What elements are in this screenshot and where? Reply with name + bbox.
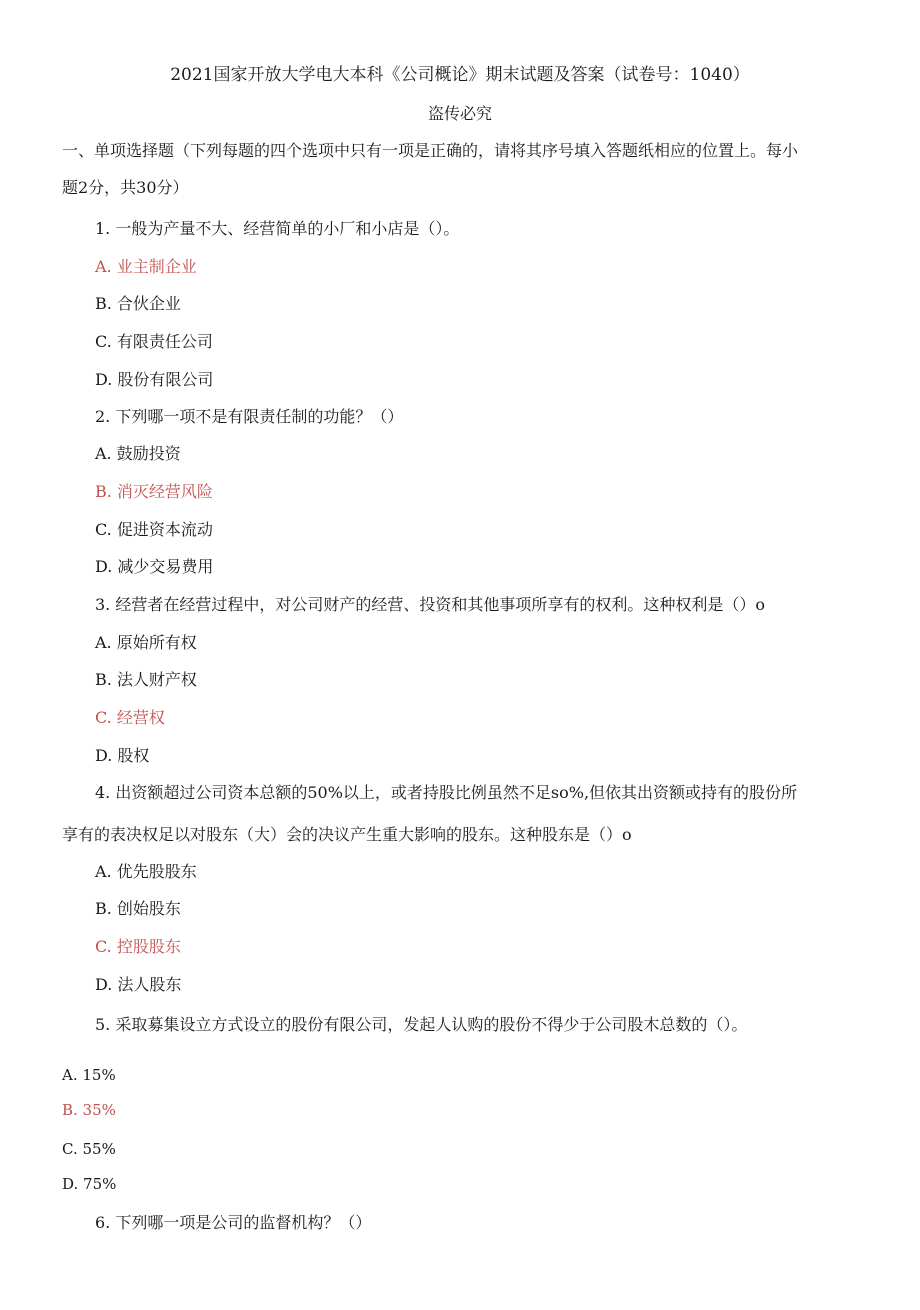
question-4-option-b: B. 创始股东 [95,899,181,918]
question-2-option-a: A. 鼓励投资 [95,444,181,463]
page-title: 2021国家开放大学电大本科《公司概论》期末试题及答案（试卷号：1040） [170,65,750,85]
question-5-option-b: B. 35% [62,1101,116,1119]
question-1-option-c: C. 有限责任公司 [95,332,213,351]
question-4-option-a: A. 优先股股东 [95,862,197,881]
question-4-option-d: D. 法人股东 [95,975,182,994]
question-4-stem-cont: 享有的表决权足以对股东（大）会的决议产生重大影响的股东。这种股东是（）o [62,825,632,844]
question-2-option-b: B. 消灭经营风险 [95,482,213,501]
question-6-stem: 6. 下列哪一项是公司的监督机构？（） [95,1213,372,1232]
question-5-stem: 5. 采取募集设立方式设立的股份有限公司，发起人认购的股份不得少于公司股木总数的（）。 [95,1015,748,1034]
question-3-option-d: D. 股权 [95,746,150,765]
question-5-option-a: A. 15% [62,1066,116,1084]
question-2-stem: 2. 下列哪一项不是有限责任制的功能？（） [95,407,404,426]
question-4-option-c: C. 控股股东 [95,937,181,956]
question-2-option-c: C. 促进资本流动 [95,520,213,539]
question-3-option-b: B. 法人财产权 [95,670,197,689]
question-1-option-a: A. 业主制企业 [95,257,197,276]
section-heading: 一、单项选择题（下列每题的四个选项中只有一项是正确的，请将其序号填入答题纸相应的位置上。每小 [62,141,799,160]
question-1-option-d: D. 股份有限公司 [95,370,214,389]
question-3-option-a: A. 原始所有权 [95,633,197,652]
section-heading-cont: 题2分，共30分） [62,178,189,197]
question-1-stem: 1. 一般为产量不大、经营简单的小厂和小店是（）。 [95,219,460,238]
question-3-option-c: C. 经营权 [95,708,165,727]
question-1-option-b: B. 合伙企业 [95,294,181,313]
question-5-option-c: C. 55% [62,1140,116,1158]
question-4-stem: 4. 出资额超过公司资本总额的50%以上，或者持股比例虽然不足so%,但依其出资额或持有的股份所 [95,783,798,802]
question-5-option-d: D. 75% [62,1175,117,1193]
question-2-option-d: D. 减少交易费用 [95,557,214,576]
question-3-stem: 3. 经营者在经营过程中，对公司财产的经营、投资和其他事项所享有的权利。这种权利是（）o [95,595,765,614]
page-subtitle: 盗传必究 [427,104,492,123]
